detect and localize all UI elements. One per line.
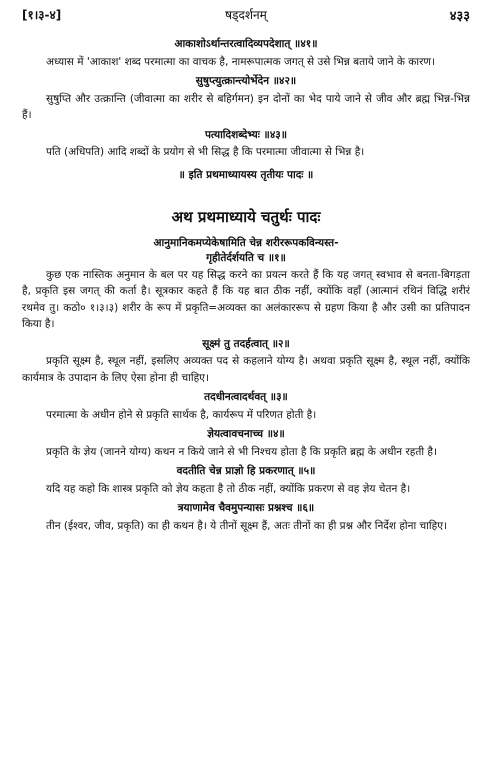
chapter-heading: अथ प्रथमाध्याये चतुर्थः पादः xyxy=(171,208,321,226)
commentary-line: प्रकृति सूक्ष्म है, स्थूल नहीं, क्योंकि कार्यमात्र के उपादान के लिए ऐसा होना ही चाहिए। xyxy=(22,355,470,384)
sutra-5: वदतीति चेन्न प्राज्ञो हि प्रकरणात् ॥५॥ xyxy=(176,465,316,477)
running-title: षड्दर्शनम् xyxy=(225,8,267,22)
commentary-line: जगत् स्वभाव से बनता-बिगड़ता है, प्रकृति इस जगत् की कर्ता है। सूत्रकार कहते हैं कि xyxy=(22,268,470,297)
commentary-line: अध्यास में 'आकाश' शब्द परमात्मा का वाचक है, नामरूपात्मक जगत् से उसे xyxy=(46,55,331,68)
commentary-line: प्रकृति सूक्ष्म है, स्थूल नहीं, इसलिए अव्यक्त पद से कहलाने योग्य है। अथवा xyxy=(46,355,336,367)
commentary-43 xyxy=(22,144,470,161)
commentary-2 xyxy=(22,353,470,386)
commentary-line: प्रकृति ब्रह्म के अधीन रहती है। xyxy=(323,445,437,458)
commentary-6 xyxy=(22,518,470,535)
commentary-line: यदि यह कहो कि शास्त्र प्रकृति को ज्ञेय कहता है तो ठीक नहीं, क्योंकि प्रकरण xyxy=(46,482,335,495)
commentary-5 xyxy=(22,481,470,498)
commentary-line: भिन्न बताये जाने के कारण। xyxy=(333,55,435,68)
commentary-line: सुषुप्ति और उत्क्रान्ति (जीवात्मा का शरीर से बहिर्गमन) इन दोनों का भेद xyxy=(46,92,322,105)
commentary-41 xyxy=(22,54,470,71)
page-content xyxy=(22,34,470,537)
sutra-2: सूक्ष्मं तु तदर्हत्वात् ॥२॥ xyxy=(202,337,290,350)
commentary-42 xyxy=(22,91,470,124)
commentary-line: पाये जाने से जीव और ब्रह्म भिन्न-भिन्न हैं। xyxy=(22,92,470,121)
commentary-line: १।३।३) शरीर के रूप में प्रकृति=अव्यक्त का अलंकाररूप से ग्रहण किया है और उसी xyxy=(89,301,417,314)
sutra-4: ज्ञेयत्वावचनाच्च ॥४॥ xyxy=(207,428,285,440)
page-number: ४३३ xyxy=(449,9,470,24)
page-header xyxy=(22,6,470,26)
sutra-41: आकाशोऽर्थान्तरत्वादिव्यपदेशात् ॥४१॥ xyxy=(174,38,318,50)
pada-colophon: ॥ इति प्रथमाध्यायस्य तृतीयः पादः ॥ xyxy=(178,168,314,181)
sutra-1 xyxy=(22,236,470,266)
commentary-1 xyxy=(22,267,470,333)
commentary-line: कुछ एक नास्तिक अनुमान के बल पर यह सिद्ध करने का प्रयत्न करते हैं कि यह xyxy=(46,268,349,281)
commentary-line: का प्रतिपादन किया है। xyxy=(22,301,471,330)
commentary-line: भिन्न है। xyxy=(335,146,365,158)
sutra-line: आनुमानिकमप्येकेषामिति चेन्न शरीररूपकविन्यस्त- xyxy=(153,236,339,249)
commentary-line: ही प्रश्न और निर्देश होना चाहिए। xyxy=(328,519,448,532)
commentary-line: से वह ज्ञेय चेतन है। xyxy=(337,482,411,495)
commentary-line: यह बात ठीक नहीं, क्योंकि वहाँ (आत्मानं रथिनं विद्धि शरीरं रथमेव तु। कठो० xyxy=(22,285,470,314)
commentary-line: परमात्मा के अधीन होने से प्रकृति सार्थक है, कार्यरूप में परिणत होती है। xyxy=(46,408,317,421)
commentary-3 xyxy=(22,407,470,424)
commentary-line: तीन (ईश्वर, जीव, प्रकृति) का ही कथन है। ये तीनों सूक्ष्म हैं, अतः तीनों का xyxy=(46,519,325,532)
commentary-4 xyxy=(22,444,470,461)
commentary-line: पति (अधिपति) आदि शब्दों के प्रयोग से भी सिद्ध है कि परमात्मा जीवात्मा से xyxy=(46,146,332,158)
sutra-6: त्रयाणामेव चैवमुपन्यासः प्रश्नश्च ॥६॥ xyxy=(177,502,315,514)
section-reference: [१।३-४] xyxy=(22,8,62,22)
commentary-line: प्रकृति के ज्ञेय (जानने योग्य) कथन न किये जाने से भी निश्चय होता है कि xyxy=(46,445,321,458)
sutra-43: पत्यादिशब्देभ्यः ॥४३॥ xyxy=(204,128,288,141)
sutra-42: सुषुप्त्युत्क्रान्त्योर्भेदेन ॥४२॥ xyxy=(195,75,297,87)
sutra-line: गृहीतेर्दर्शयति च ॥१॥ xyxy=(206,251,286,264)
sutra-3: तदधीनत्वादर्थवत् ॥३॥ xyxy=(204,391,288,403)
